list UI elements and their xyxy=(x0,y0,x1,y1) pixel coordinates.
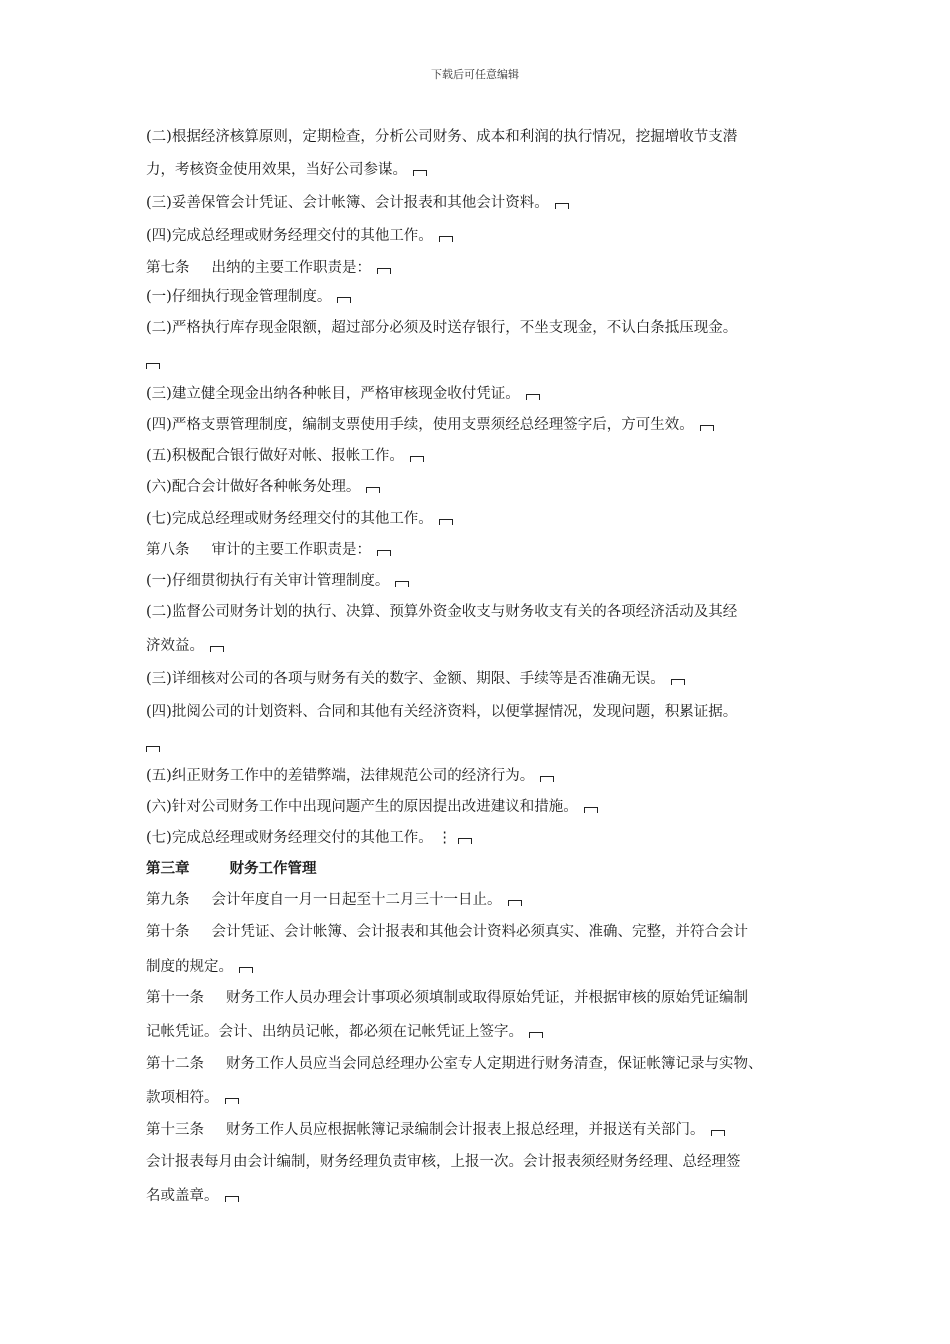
chapter-heading: 第三章 财务工作管理 xyxy=(146,860,317,877)
text-line: 名或盖章。 xyxy=(146,1186,239,1206)
text-line: 济效益。 xyxy=(146,636,224,656)
article-line: 第十条 会计凭证、会计帐簿、会计报表和其他会计资料必须真实、准确、完整，并符合会计 xyxy=(146,924,748,940)
text-line: (一)仔细执行现金管理制度。 xyxy=(146,287,351,307)
paragraph-mark-icon xyxy=(225,1098,239,1104)
paragraph-mark-icon xyxy=(540,776,554,782)
text-line: (五)积极配合银行做好对帐、报帐工作。 xyxy=(146,446,424,466)
text-line: (四)严格支票管理制度，编制支票使用手续，使用支票须经总经理签字后，方可生效。 xyxy=(146,415,714,435)
text-line: (三)建立健全现金出纳各种帐目，严格审核现金收付凭证。 xyxy=(146,384,540,404)
text-line: (七)完成总经理或财务经理交付的其他工作。 ⋮ xyxy=(146,828,472,848)
paragraph-mark-icon xyxy=(671,679,685,685)
paragraph-mark-icon xyxy=(337,297,351,303)
text-line: (二)严格执行库存现金限额，超过部分必须及时送存银行，不坐支现金，不认白条抵压现金。 xyxy=(146,320,738,336)
article-line: 第十二条 财务工作人员应当会同总经理办公室专人定期进行财务清查，保证帐簿记录与实物、 xyxy=(146,1056,763,1072)
text-line: (二)根据经济核算原则，定期检查，分析公司财务、成本和利润的执行情况，挖掘增收节支潜 xyxy=(146,129,738,145)
text-line: (四)批阅公司的计划资料、合同和其他有关经济资料，以便掌握情况，发现问题，积累证据。 xyxy=(146,704,738,720)
paragraph-mark-icon xyxy=(439,519,453,525)
article-line: 第九条 会计年度自一月一日起至十二月三十一日止。 xyxy=(146,890,522,910)
paragraph-mark-icon xyxy=(413,170,427,176)
paragraph-mark-icon xyxy=(458,838,472,844)
paragraph-mark-icon xyxy=(555,203,569,209)
paragraph-mark-icon xyxy=(439,236,453,242)
text-line: (五)纠正财务工作中的差错弊端，法律规范公司的经济行为。 xyxy=(146,766,554,786)
paragraph-mark-icon xyxy=(508,900,522,906)
paragraph-mark-icon xyxy=(366,487,380,493)
text-line: 款项相符。 xyxy=(146,1088,239,1108)
text-line: (三)详细核对公司的各项与财务有关的数字、金额、期限、手续等是否准确无误。 xyxy=(146,669,685,689)
paragraph-mark-icon xyxy=(377,268,391,274)
paragraph-mark-icon xyxy=(529,1032,543,1038)
text-line: (一)仔细贯彻执行有关审计管理制度。 xyxy=(146,571,409,591)
paragraph-mark-icon xyxy=(410,456,424,462)
paragraph-mark-icon xyxy=(239,967,253,973)
text-line: (六)配合会计做好各种帐务处理。 xyxy=(146,477,380,497)
text-line: (三)妥善保管会计凭证、会计帐簿、会计报表和其他会计资料。 xyxy=(146,193,569,213)
article-line: 第十三条 财务工作人员应根据帐簿记录编制会计报表上报总经理，并报送有关部门。 xyxy=(146,1120,725,1140)
text-line: 力，考核资金使用效果，当好公司参谋。 xyxy=(146,160,427,180)
paragraph-mark-icon xyxy=(210,646,224,652)
text-line: (二)监督公司财务计划的执行、决算、预算外资金收支与财务收支有关的各项经济活动及其经 xyxy=(146,604,738,620)
text-line xyxy=(146,353,160,373)
page-header: 下载后可任意编辑 xyxy=(431,68,519,81)
article-line: 第十一条 财务工作人员办理会计事项必须填制或取得原始凭证，并根据审核的原始凭证编制 xyxy=(146,990,748,1006)
text-line: (七)完成总经理或财务经理交付的其他工作。 xyxy=(146,509,453,529)
text-line: 记帐凭证。会计、出纳员记帐，都必须在记帐凭证上签字。 xyxy=(146,1022,543,1042)
text-line: (四)完成总经理或财务经理交付的其他工作。 xyxy=(146,226,453,246)
paragraph-mark-icon xyxy=(711,1130,725,1136)
article-heading: 第八条 审计的主要工作职责是： xyxy=(146,540,391,560)
text-line xyxy=(146,736,160,756)
paragraph-mark-icon xyxy=(377,550,391,556)
article-heading: 第七条 出纳的主要工作职责是： xyxy=(146,258,391,278)
text-line: 制度的规定。 xyxy=(146,957,253,977)
paragraph-mark-icon xyxy=(395,581,409,587)
paragraph-mark-icon xyxy=(700,425,714,431)
text-line: (六)针对公司财务工作中出现问题产生的原因提出改进建议和措施。 xyxy=(146,797,598,817)
paragraph-mark-icon xyxy=(146,363,160,369)
paragraph-mark-icon xyxy=(526,394,540,400)
text-line: 会计报表每月由会计编制，财务经理负责审核，上报一次。会计报表须经财务经理、总经理签 xyxy=(146,1154,741,1170)
paragraph-mark-icon xyxy=(584,807,598,813)
paragraph-mark-icon xyxy=(146,746,160,752)
paragraph-mark-icon xyxy=(225,1196,239,1202)
